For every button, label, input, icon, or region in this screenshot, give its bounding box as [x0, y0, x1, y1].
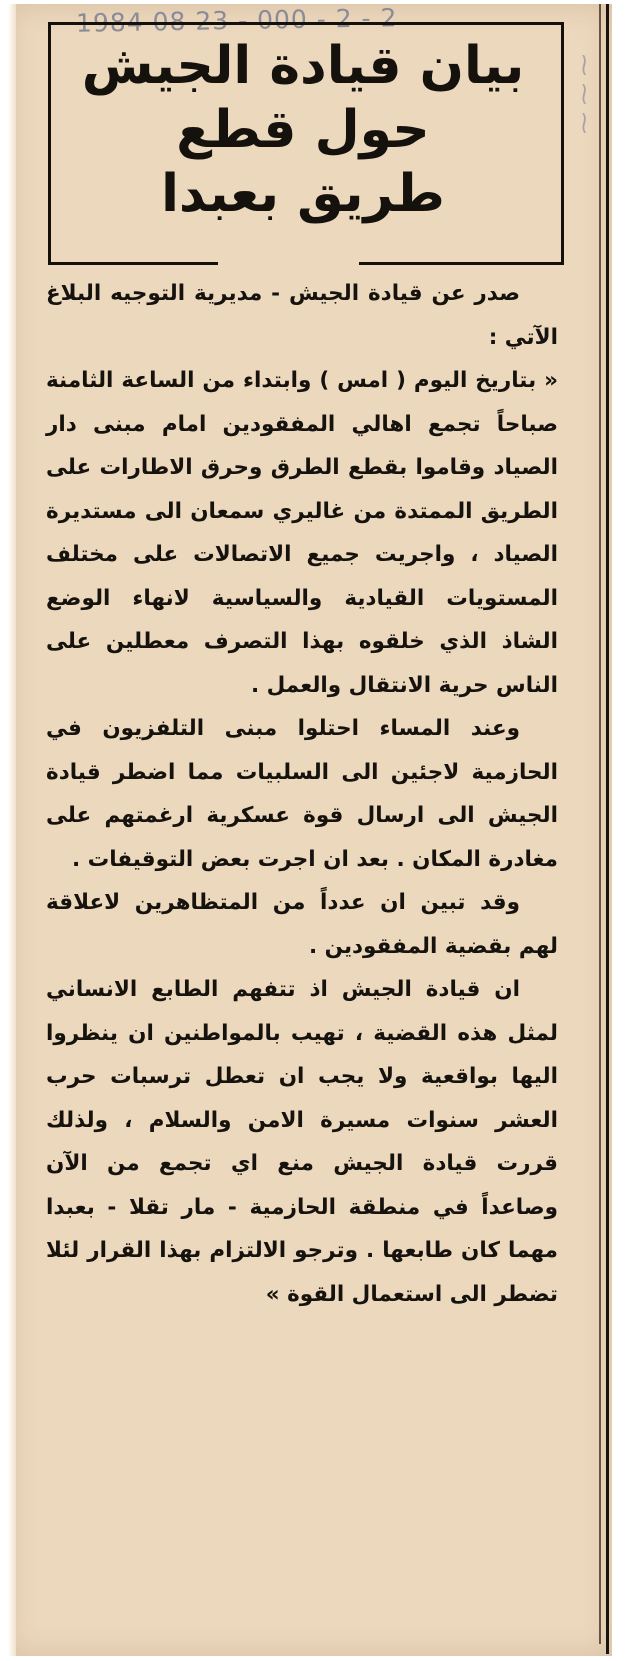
- headline-line-1: بيان قيادة الجيش: [81, 36, 525, 96]
- frame-bottom-left: [48, 262, 218, 265]
- newspaper-clipping: [8, 4, 612, 1656]
- archive-code: 1984 08 23 - 000 - 2 - 2: [75, 3, 398, 38]
- article-body: [46, 272, 558, 1316]
- paragraph-decision: ان قيادة الجيش اذ تتفهم الطابع الانساني لمثل هذه القضية ، تهيب بالمواطنين ان ينظروا اليها بواقعية ولا يجب ان تعطل ترسبات حرب العشر سنوات مسيرة الامن والسلام ، ولذلك قررت قيادة الجيش منع اي تجمع من الآن وصاعداً في منطقة الحازمية - مار تقلا - بعبدا مهما كان طابعها . وترجو الالتزام بهذا القرار لئلا تضطر الى استعمال القوة »: [46, 977, 558, 1307]
- handwritten-margin-note: ⁓ ⁓ ⁓: [571, 54, 596, 134]
- paragraph-statement: « بتاريخ اليوم ( امس ) وابتداء من الساعة الثامنة صباحاً تجمع اهالي المفقودين امام مبنى دار الصياد وقاموا بقطع الطرق وحرق الاطارات على الطريق الممتدة من غاليري سمعان الى مستديرة الصياد ، واجريت جميع الاتصالات على مختلف المستويات القيادية والسياسية لانهاء الوضع الشاذ الذي خلقوه بهذا التصرف معطلين على الناس حرية الانتقال والعمل .: [46, 368, 558, 698]
- paragraph-protesters: وقد تبين ان عدداً من المتظاهرين لاعلاقة لهم بقضية المفقودين .: [46, 890, 558, 959]
- column-rule: [606, 4, 609, 1654]
- headline-line-2: حول قطع: [176, 100, 430, 160]
- column-rule-inner: [599, 4, 601, 1644]
- torn-edge: [8, 4, 16, 1656]
- frame-bottom-right: [359, 262, 564, 265]
- paragraph-intro: صدر عن قيادة الجيش - مديرية التوجيه البلاغ الآتي :: [46, 281, 558, 350]
- headline-line-3: طريق بعبدا: [161, 164, 445, 224]
- paragraph-evening: وعند المساء احتلوا مبنى التلفزيون في الحازمية لاجئين الى السلبيات مما اضطر قيادة الجيش الى ارسال قوة عسكرية ارغمتهم على مغادرة المكان . بعد ان اجرت بعض التوقيفات .: [46, 716, 558, 872]
- headline: [68, 34, 538, 226]
